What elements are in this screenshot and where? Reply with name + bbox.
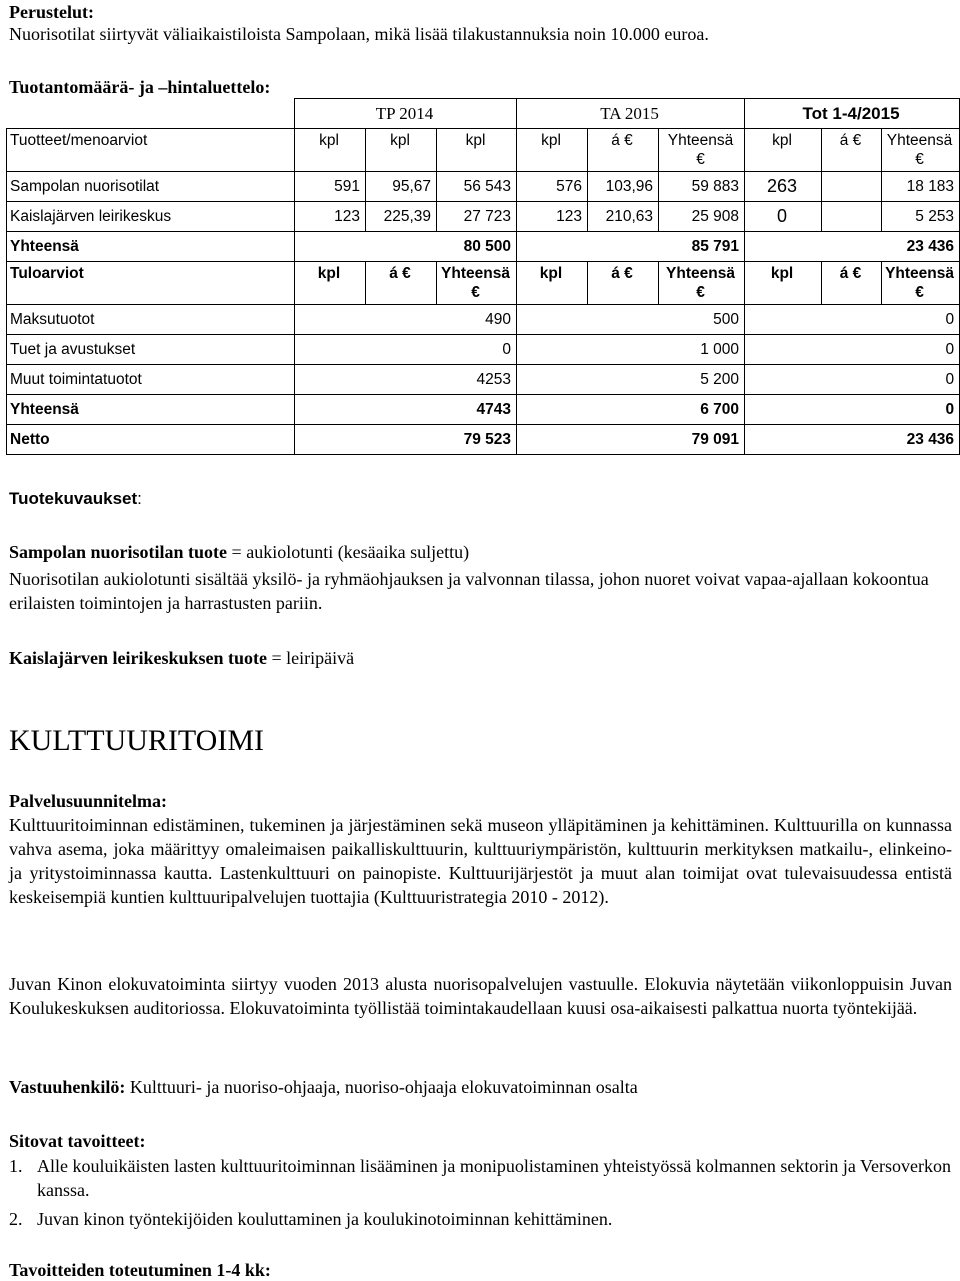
vastuuhenkilo: Vastuuhenkilö: Kulttuuri- ja nuoriso-ohjaaja, nuoriso-ohjaaja elokuvatoiminnan osalta xyxy=(9,1077,638,1097)
price-list-heading: Tuotantomäärä- ja –hintaluettelo: xyxy=(9,77,271,97)
goals-list xyxy=(9,1154,952,1231)
table-row: Kaislajärven leirikeskus 123 225,39 27 723 123 210,63 25 908 0 5 253 xyxy=(7,202,960,232)
product-sampola-description: Nuorisotilan aukiolotunti sisältää yksilö- ja ryhmäohjauksen ja valvonnan tilassa, johon nuoret voivat vapaa-ajallaan kokoontua erilaisten toimintojen ja harrastusten pariin. xyxy=(9,569,929,613)
table-row: Muut toimintatuotot 4253 5 200 0 xyxy=(7,365,960,395)
list-item: 1. Alle kouluikäisten lasten kulttuuritoiminnan lisääminen ja monipuolistaminen yhteistyössä kolmannen sektorin ja Versoverkon kanssa. xyxy=(9,1156,952,1200)
period-tot-1-4-2015: Tot 1-4/2015 xyxy=(745,99,960,129)
elokuva-text: Juvan Kinon elokuvatoiminta siirtyy vuoden 2013 alusta nuorisopalvelujen vastuulle. Elokuvia näytetään viikonloppuisin Juvan Koulukeskuksen auditoriossa. Elokuvatoiminta työllistää toimintakaudellaan kuusi osa-aikaisesti palkattua nuorta työntekijää. xyxy=(9,974,952,1018)
period-ta2015: TA 2015 xyxy=(517,99,745,129)
perustelut-heading: Perustelut: xyxy=(9,2,94,22)
palvelu-text: Kulttuuritoiminnan edistäminen, tukeminen ja järjestäminen sekä museon ylläpitäminen ja kehittäminen. Kulttuurilla on kunnassa vahva asema, joka määrittyy omaleimaisen paikalliskulttuurin, kulttuuriympäristön, kulttuurin merkityksen matkailu-, elinkeino- ja yritystoiminnassa kautta. Lastenkulttuuri on painopiste. Kulttuurijärjestöt ja muut alan toimijat ovat tulevaisuudessa entistä keskeisempiä kuntien kulttuuripalvelujen tuottajia (Kulttuuristrategia 2010 - 2012). xyxy=(9,815,952,907)
period-tp2014: TP 2014 xyxy=(295,99,517,129)
table-expense-header-row: Tuotteet/menoarviot kpl kpl kpl kpl á € Yhteensä € kpl á € Yhteensä € xyxy=(7,129,960,172)
table-period-header-row xyxy=(7,99,960,129)
product-sampola: Sampolan nuorisotilan tuote = aukiolotunti (kesäaika suljettu) xyxy=(9,542,470,562)
expense-header-label: Tuotteet/menoarviot xyxy=(7,129,295,172)
budget-table xyxy=(6,98,960,455)
tuotekuvaukset-heading: Tuotekuvaukset: xyxy=(9,489,142,508)
perustelut-text: Nuorisotilat siirtyvät väliaikaistiloista Sampolaan, mikä lisää tilakustannuksia noin 10.000 euroa. xyxy=(9,24,709,44)
sitovat-heading: Sitovat tavoitteet: xyxy=(9,1131,146,1151)
table-row: Sampolan nuorisotilat 591 95,67 56 543 576 103,96 59 883 263 18 183 xyxy=(7,172,960,202)
toteutuminen-heading: Tavoitteiden toteutuminen 1-4 kk: xyxy=(9,1260,271,1280)
table-row: Tuet ja avustukset 0 1 000 0 xyxy=(7,335,960,365)
table-net-row: Netto 79 523 79 091 23 436 xyxy=(7,425,960,455)
palvelu-heading: Palvelusuunnitelma: xyxy=(9,791,168,811)
list-item: 2. Juvan kinon työntekijöiden kouluttaminen ja koulukinotoiminnan kehittäminen. xyxy=(9,1209,613,1229)
product-kaislajarvi: Kaislajärven leirikeskuksen tuote = leiripäivä xyxy=(9,648,355,668)
table-expense-total-row: Yhteensä 80 500 85 791 23 436 xyxy=(7,232,960,262)
table-row: Maksutuotot 490 500 0 xyxy=(7,305,960,335)
section-title: KULTTUURITOIMI xyxy=(9,724,264,757)
table-income-total-row: Yhteensä 4743 6 700 0 xyxy=(7,395,960,425)
table-income-header-row: Tuloarviot kpl á € Yhteensä € kpl á € Yhteensä € kpl á € Yhteensä € xyxy=(7,262,960,305)
